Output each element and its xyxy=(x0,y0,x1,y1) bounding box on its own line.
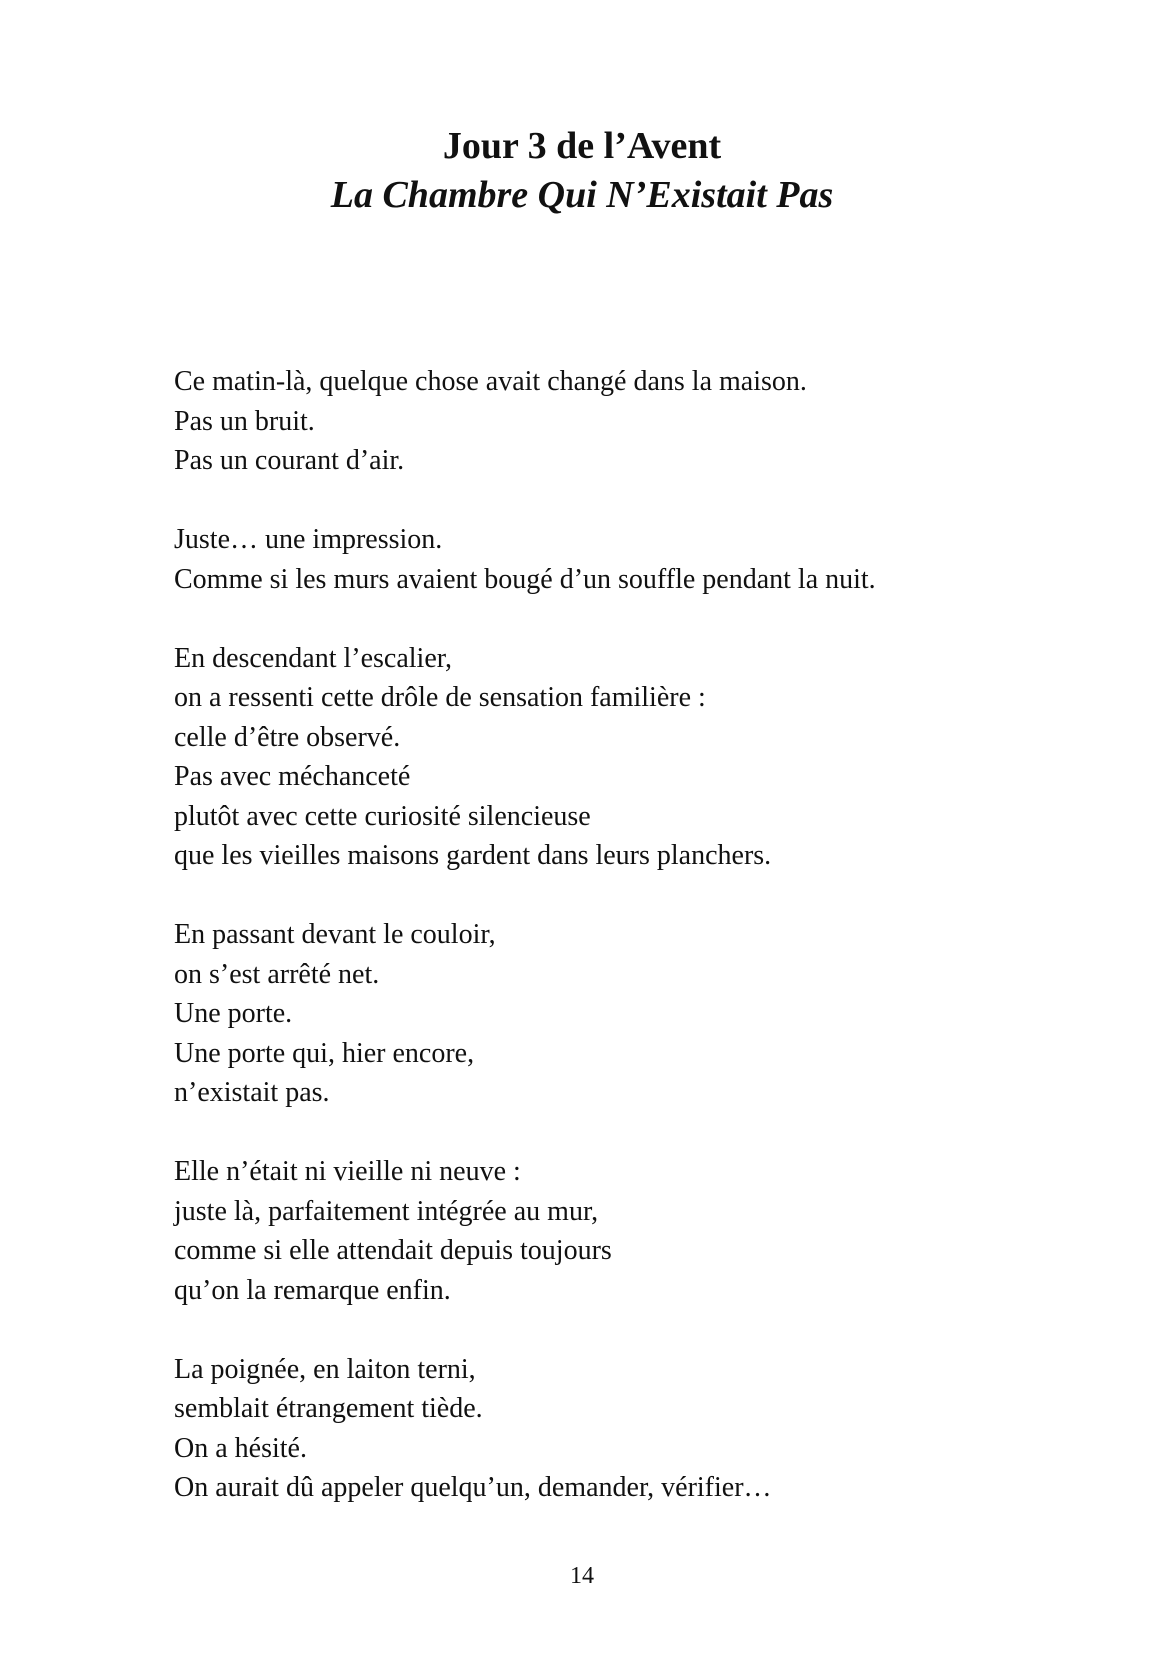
poem-line: Une porte qui, hier encore, xyxy=(174,1037,475,1069)
poem-line: Juste… une impression. xyxy=(174,524,443,555)
poem-line: on a ressenti cette drôle de sensation familière : xyxy=(174,682,706,713)
poem-line: Ce matin-là, quelque chose avait changé dans la maison. xyxy=(174,366,807,397)
page-number: 14 xyxy=(570,1563,594,1589)
page-subtitle: La Chambre Qui N’Existait Pas xyxy=(330,174,834,216)
stanza xyxy=(174,1152,1074,1310)
stanza xyxy=(174,520,1074,599)
poem-line: semblait étrangement tiède. xyxy=(174,1393,483,1424)
poem-line: que les vieilles maisons gardent dans leurs planchers. xyxy=(174,840,772,871)
stanza xyxy=(174,639,1074,876)
poem-line: on s’est arrêté net. xyxy=(174,958,380,990)
stanza xyxy=(174,915,1074,1113)
poem-line: celle d’être observé. xyxy=(174,721,401,753)
poem-line: plutôt avec cette curiosité silencieuse xyxy=(174,800,591,832)
poem-line: En descendant l’escalier, xyxy=(174,642,452,674)
poem-line: comme si elle attendait depuis toujours xyxy=(174,1235,612,1266)
poem-line: juste là, parfaitement intégrée au mur, xyxy=(174,1195,599,1227)
poem-line: Une porte. xyxy=(174,998,293,1029)
poem-line: On a hésité. xyxy=(174,1432,307,1464)
poem-line: La poignée, en laiton terni, xyxy=(174,1353,476,1385)
poem-line: Pas un bruit. xyxy=(174,405,315,437)
title-block xyxy=(0,122,1164,220)
poem-line: Pas un courant d’air. xyxy=(174,445,405,476)
poem-line: Comme si les murs avaient bougé d’un souffle pendant la nuit. xyxy=(174,563,876,595)
stanza xyxy=(174,1350,1074,1508)
stanza xyxy=(174,362,1074,481)
poem-body xyxy=(174,362,1074,1547)
poem-line: n’existait pas. xyxy=(174,1077,330,1108)
poem-line: qu’on la remarque enfin. xyxy=(174,1274,451,1306)
poem-line: Pas avec méchanceté xyxy=(174,761,411,792)
page-title: Jour 3 de l’Avent xyxy=(442,125,722,167)
poem-line: En passant devant le couloir, xyxy=(174,919,496,950)
poem-line: On aurait dû appeler quelqu’un, demander, vérifier… xyxy=(174,1472,772,1503)
poem-line: Elle n’était ni vieille ni neuve : xyxy=(174,1156,521,1187)
